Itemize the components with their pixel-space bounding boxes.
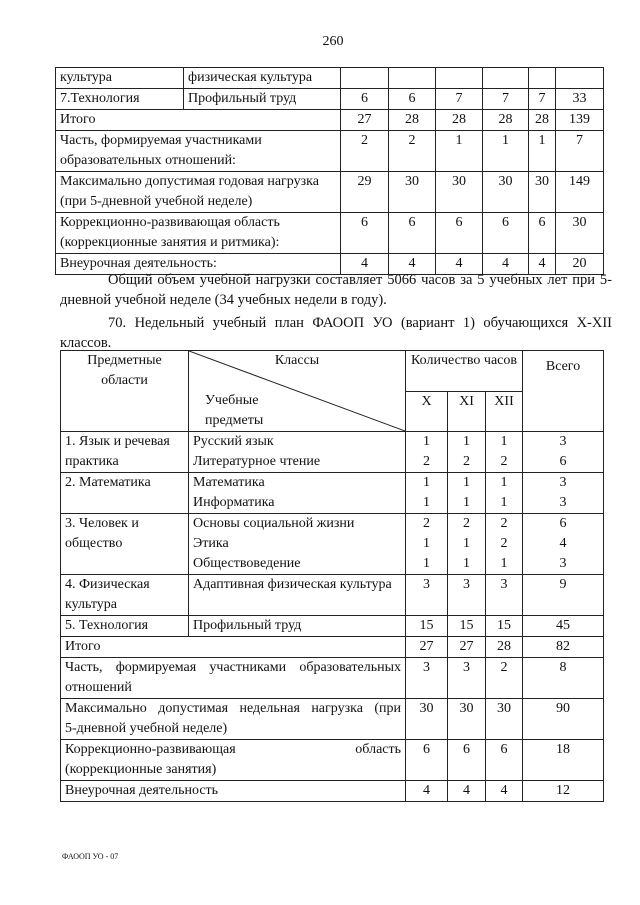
subject-name: Математика (193, 475, 265, 490)
value-cell (486, 514, 523, 575)
row-label (61, 658, 406, 699)
value-cell: 6 (389, 213, 436, 254)
value: 2 (500, 516, 508, 531)
value: 1 (463, 475, 470, 490)
row-label-line: Часть, формируемая участниками (60, 133, 262, 148)
value: 1 (500, 495, 508, 510)
subject-name: Этика (193, 536, 229, 551)
value: 2 (463, 516, 470, 531)
value-cell: 30 (556, 213, 604, 254)
value: 1 (463, 495, 470, 510)
subject-name-wrapped: Адаптивная физическая культура (193, 577, 392, 592)
value-cell: 7 (483, 89, 529, 110)
value: 3 (463, 577, 470, 592)
value-cell: 3 (406, 658, 448, 699)
row-label-line: 5-дневной учебной неделе) (65, 721, 228, 736)
subjects-cell (189, 514, 406, 575)
subject-name: Основы социальной жизни (193, 516, 355, 531)
row-label-line: (коррекционные занятия) (65, 762, 217, 777)
area-row (61, 432, 604, 473)
value-cell: 4 (341, 254, 389, 275)
value-cell: 27 (341, 110, 389, 131)
value-cell: 2 (486, 658, 523, 699)
row-label: Внеурочная деятельность: (56, 254, 341, 275)
value-cell (406, 432, 448, 473)
summary-row (61, 658, 604, 699)
value-cell: 30 (448, 699, 486, 740)
value-cell: 28 (529, 110, 556, 131)
subject-area-line: 5. Технология (65, 618, 149, 633)
subjects-cell (189, 616, 406, 637)
value-cell (341, 68, 389, 89)
value-cell: 4 (389, 254, 436, 275)
row-label-line: Итого (65, 639, 101, 654)
value-cell (406, 514, 448, 575)
value-cell: 139 (556, 110, 604, 131)
value-cell: 6 (486, 740, 523, 781)
value-cell: 6 (483, 213, 529, 254)
page-number: 260 (322, 34, 344, 49)
value: 1 (500, 556, 508, 571)
value-cell: 33 (556, 89, 604, 110)
value-cell (486, 432, 523, 473)
value-cell: 30 (389, 172, 436, 213)
value-cell: 1 (529, 131, 556, 172)
value-cell (406, 473, 448, 514)
value-cell (556, 68, 604, 89)
value: 1 (463, 434, 470, 449)
subject-area-line: практика (65, 454, 119, 469)
value-cell (486, 473, 523, 514)
value-cell (523, 473, 604, 514)
value-cell: 12 (523, 781, 604, 802)
value: 6 (559, 516, 567, 531)
subject-name: Литературное чтение (193, 454, 321, 469)
value: 1 (423, 556, 430, 571)
value: 9 (559, 577, 567, 592)
row-label (61, 699, 406, 740)
value-cell: 6 (448, 740, 486, 781)
subject-name: Профильный труд (193, 618, 302, 633)
value-cell: 6 (406, 740, 448, 781)
value: 1 (463, 556, 470, 571)
value-cell (448, 514, 486, 575)
value: 1 (423, 536, 430, 551)
subject-area-line: 2. Математика (65, 475, 151, 490)
value: 15 (459, 618, 474, 633)
subject-area (61, 514, 189, 575)
weekly-plan-table (60, 350, 604, 802)
value: 1 (500, 475, 508, 490)
row-label-line: Часть, формируемая участниками образовательных (65, 660, 401, 675)
value: 15 (419, 618, 434, 633)
value: 2 (423, 516, 430, 531)
table-row (56, 172, 604, 213)
value-cell: 7 (529, 89, 556, 110)
row-label-line: отношений (65, 680, 132, 695)
value: 2 (423, 454, 430, 469)
value-cell: 28 (486, 637, 523, 658)
value: 3 (559, 556, 567, 571)
value-cell (523, 432, 604, 473)
value-cell: 27 (406, 637, 448, 658)
value-cell: 28 (436, 110, 483, 131)
value-cell: 1 (436, 131, 483, 172)
value: 6 (559, 454, 567, 469)
value-cell (523, 616, 604, 637)
footer-code: ФАООП УО - 07 (62, 852, 119, 861)
value: 2 (463, 454, 470, 469)
value-cell (448, 473, 486, 514)
value: 3 (559, 495, 567, 510)
value: 1 (463, 536, 470, 551)
value-cell: 20 (556, 254, 604, 275)
value-cell (389, 68, 436, 89)
value-cell (406, 575, 448, 616)
value-cell: 7 (436, 89, 483, 110)
value-cell: 28 (389, 110, 436, 131)
value: 3 (423, 577, 430, 592)
value-cell: 30 (486, 699, 523, 740)
value-cell: 2 (341, 131, 389, 172)
row-label-line: (коррекционные занятия и ритмика): (60, 235, 280, 250)
subject-area: культура (56, 68, 184, 89)
value-cell: 30 (483, 172, 529, 213)
value-cell: 4 (448, 781, 486, 802)
value-cell: 4 (436, 254, 483, 275)
area-row (61, 616, 604, 637)
value: 4 (559, 536, 567, 551)
subject-area-line: 3. Человек и (65, 516, 139, 531)
row-label-line: Максимально допустимая недельная нагрузка (при (65, 701, 401, 716)
header-classes: Классы (274, 353, 320, 368)
header-total: Всего (523, 351, 604, 432)
value: 2 (500, 454, 508, 469)
area-row (61, 473, 604, 514)
subject-area (61, 473, 189, 514)
area-row (61, 575, 604, 616)
value: 1 (423, 495, 430, 510)
subjects-cell (189, 575, 406, 616)
table-row (56, 110, 604, 131)
header-subjects: Учебные предметы (205, 393, 264, 428)
value-cell (523, 575, 604, 616)
value-cell (483, 68, 529, 89)
value: 3 (500, 577, 508, 592)
value-cell (486, 616, 523, 637)
subject-area-line: культура (65, 597, 117, 612)
summary-row (61, 781, 604, 802)
summary-row (61, 699, 604, 740)
value-cell: 8 (523, 658, 604, 699)
subject-area (61, 432, 189, 473)
summary-row (61, 637, 604, 658)
value-cell: 6 (389, 89, 436, 110)
value: 2 (500, 536, 508, 551)
value-cell: 4 (483, 254, 529, 275)
value-cell: 4 (486, 781, 523, 802)
value: 15 (497, 618, 512, 633)
value-cell: 82 (523, 637, 604, 658)
value-cell: 6 (341, 89, 389, 110)
header-grade-xi: XI (448, 392, 486, 432)
table-row (56, 89, 604, 110)
row-label-line: образовательных отношений: (60, 153, 236, 168)
table-row (56, 213, 604, 254)
header-grade-x: X (406, 392, 448, 432)
value: 1 (423, 475, 430, 490)
value: 3 (559, 434, 567, 449)
value-cell: 90 (523, 699, 604, 740)
value-cell: 29 (341, 172, 389, 213)
value-cell (529, 68, 556, 89)
value-cell (523, 514, 604, 575)
table-row (56, 131, 604, 172)
value-cell (448, 432, 486, 473)
header-hours: Количество часов (406, 351, 523, 392)
subject-area (61, 575, 189, 616)
annual-plan-table (55, 67, 604, 275)
subject-area (61, 616, 189, 637)
value-cell (448, 616, 486, 637)
value-cell: 6 (436, 213, 483, 254)
subject: физическая культура (184, 68, 341, 89)
value-cell: 6 (529, 213, 556, 254)
row-label-line: Максимально допустимая годовая нагрузка (60, 174, 319, 189)
row-label (61, 781, 406, 802)
value-cell: 3 (448, 658, 486, 699)
value: 45 (556, 618, 571, 633)
value-cell: 4 (406, 781, 448, 802)
value-cell: 4 (529, 254, 556, 275)
row-label-line: Коррекционно-развивающая область (65, 742, 401, 757)
value-cell: 30 (406, 699, 448, 740)
subject-area: 7.Технология (56, 89, 184, 110)
value: 1 (423, 434, 430, 449)
subject-area-line: общество (65, 536, 123, 551)
value-cell: 30 (529, 172, 556, 213)
subject-name: Русский язык (193, 434, 274, 449)
value-cell: 149 (556, 172, 604, 213)
value-cell: 6 (341, 213, 389, 254)
paragraph-total-load: Общий объем учебной нагрузки составляет 5066 часов за 5 учебных лет при 5-дневной учебной неделе (34 учебных недели в году). (60, 272, 612, 308)
subjects-cell (189, 473, 406, 514)
value-cell: 2 (389, 131, 436, 172)
subjects-cell (189, 432, 406, 473)
value-cell: 30 (436, 172, 483, 213)
value-cell: 28 (483, 110, 529, 131)
subject-name (193, 575, 393, 595)
value-cell: 7 (556, 131, 604, 172)
subject: Профильный труд (184, 89, 341, 110)
header-classes-subjects (189, 351, 406, 432)
subject-area-line: 4. Физическая (65, 577, 150, 592)
row-label: Итого (56, 110, 341, 131)
table-row (56, 68, 604, 89)
subject-name: Обществоведение (193, 556, 301, 571)
value-cell (406, 616, 448, 637)
row-label (56, 131, 341, 172)
row-label (61, 637, 406, 658)
row-label-line: (при 5-дневной учебной неделе) (60, 194, 253, 209)
summary-row (61, 740, 604, 781)
value-cell: 27 (448, 637, 486, 658)
paragraph-section-70: 70. Недельный учебный план ФАООП УО (вариант 1) обучающихся X-XII классов. (60, 315, 612, 351)
row-label-line: Внеурочная деятельность (65, 783, 219, 798)
value-cell: 18 (523, 740, 604, 781)
subject-name: Информатика (193, 495, 275, 510)
value-cell (448, 575, 486, 616)
value-cell: 1 (483, 131, 529, 172)
value: 3 (559, 475, 567, 490)
header-grade-xii: XII (486, 392, 523, 432)
area-row (61, 514, 604, 575)
subject-area-line: 1. Язык и речевая (65, 434, 170, 449)
row-label (61, 740, 406, 781)
header-subject-areas: Предметные области (61, 351, 189, 432)
row-label (56, 172, 341, 213)
value-cell (486, 575, 523, 616)
value-cell (436, 68, 483, 89)
row-label (56, 213, 341, 254)
value: 1 (500, 434, 508, 449)
row-label-line: Коррекционно-развивающая область (60, 215, 280, 230)
